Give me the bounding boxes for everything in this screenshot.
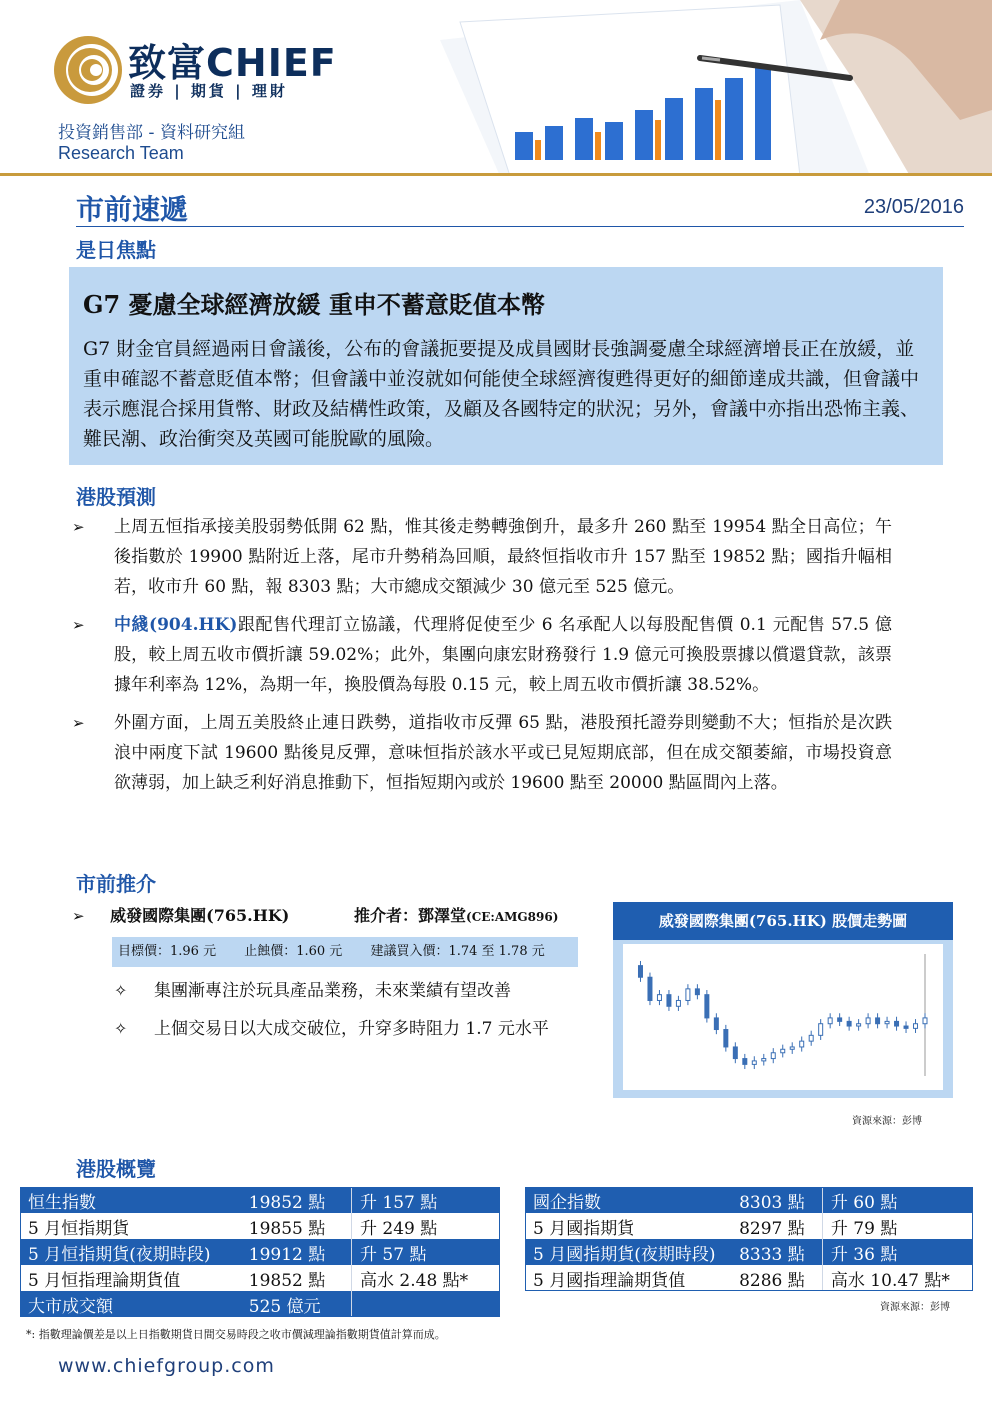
forecast-bullet <box>72 610 892 700</box>
focus-title: G7 憂慮全球經濟放緩 重申不蓄意貶值本幣 <box>83 290 545 319</box>
report-title: 市前速遞 <box>76 193 189 226</box>
price-candle <box>857 1024 861 1026</box>
price-candle <box>923 1018 927 1024</box>
buy-range: 建議買入價：1.74 至 1.78 元 <box>370 944 545 959</box>
title-divider <box>76 226 964 227</box>
forecast-bullets <box>72 512 892 806</box>
diamond-bullet-icon: ✧ <box>114 981 128 1000</box>
overview-label: 5 月國指理論期貨值 <box>525 1265 731 1291</box>
overview-value: 19912 點 <box>241 1239 352 1265</box>
price-candle <box>638 966 642 978</box>
stock-chart-panel <box>613 902 953 1098</box>
referrer-name: 鄧澤堂 <box>418 906 467 925</box>
overview-value: 8286 點 <box>731 1265 822 1291</box>
forecast-bullet-text: 跟配售代理訂立協議，代理將促使至少 6 名承配人以每股配售價 0.1 元配售 57.5 億股，較上周五收市價折讓 59.02%；此外，集團向康宏財務發行 1.9 億元可換股票據以償還貸款，該票據年利率為 12%，為期一年，換股價為每股 0.15 元，較上周五收市價折讓 38.52%。 <box>114 615 892 695</box>
focus-heading: 是日焦點 <box>76 238 156 262</box>
overview-value: 525 億元 <box>241 1291 352 1317</box>
overview-change: 升 157 點 <box>352 1187 500 1213</box>
overview-value: 8333 點 <box>731 1239 822 1265</box>
recommendation-heading: 市前推介 <box>76 872 156 896</box>
forecast-bullet-text: 外圍方面，上周五美股終止連日跌勢，道指收市反彈 65 點，港股預托證券則變動不大；恒指於是次跌浪中兩度下試 19600 點後見反彈，意味恒指於該水平或已見短期底部，但在成交額萎縮，市場投資意欲薄弱，加上缺乏利好消息推動下，恒指短期內或於 19600 點至 20000 點區間內上落。 <box>114 713 892 793</box>
price-candle <box>762 1059 766 1061</box>
price-targets-bar <box>112 937 578 967</box>
target-price: 目標價：1.96 元 <box>118 944 217 959</box>
website-link[interactable]: www.chiefgroup.com <box>58 1355 275 1377</box>
forecast-bullet-stock: 中綫(904.HK) <box>114 615 238 635</box>
price-candle <box>847 1021 851 1026</box>
price-candle <box>686 989 690 1001</box>
chief-logo-icon <box>52 34 124 106</box>
recommendation-point <box>114 976 580 1006</box>
report-date: 23/05/2016 <box>863 196 964 218</box>
overview-label: 5 月恒指期貨(夜期時段) <box>20 1239 241 1265</box>
hsi-table-frame <box>20 1187 500 1317</box>
price-candle <box>648 977 652 1000</box>
price-chart-svg <box>623 944 943 1090</box>
header-divider <box>0 173 992 176</box>
price-candle <box>657 995 661 1001</box>
price-candle <box>667 995 671 1007</box>
header-bar-chart-illustration <box>440 0 992 176</box>
overview-change: 升 36 點 <box>822 1239 973 1265</box>
overview-heading: 港股概覽 <box>76 1157 156 1181</box>
overview-label: 5 月恒指期貨 <box>20 1213 241 1239</box>
overview-label: 5 月國指期貨 <box>525 1213 731 1239</box>
hscei-table-frame <box>525 1187 973 1291</box>
price-candle <box>790 1047 794 1049</box>
price-candle <box>733 1047 737 1059</box>
forecast-bullet-text: 上周五恒指承接美股弱勢低開 62 點，惟其後走勢轉強倒升，最多升 260 點至 19954 點全日高位；午後指數於 19900 點附近上落，尾市升勢稍為回順，最終恒指收市升 157 點至 19852 點；國指升幅相若，收市升 60 點，報 8303 點；大市總成交額減少 30 億元至 525 億元。 <box>114 517 892 597</box>
price-candle <box>676 1000 680 1006</box>
price-candle <box>828 1018 832 1024</box>
arrow-bullet-icon: ➢ <box>72 714 85 732</box>
overview-value: 19855 點 <box>241 1213 352 1239</box>
recommendation-stock-line <box>72 903 289 926</box>
referrer-ce-number: (CE:AMG896) <box>466 910 559 924</box>
price-candle <box>866 1018 870 1024</box>
stop-loss-price: 止蝕價：1.60 元 <box>244 944 343 959</box>
price-candle <box>876 1018 880 1024</box>
forecast-bullet <box>72 512 892 602</box>
overview-change: 升 79 點 <box>822 1213 973 1239</box>
brand-subtitle: 證券 | 期貨 | 理財 <box>130 82 288 100</box>
focus-body: G7 財金官員經過兩日會議後，公布的會議扼要提及成員國財長強調憂慮全球經濟增長正在放緩，並重申確認不蓄意貶值本幣；但會議中並沒就如何能使全球經濟復甦得更好的細節達成共識，但會議中表示應混合採用貨幣、財政及結構性政策，及顧及各國特定的狀況；另外，會議中亦指出恐怖主義、難民潮、政治衝突及英國可能脫歐的風險。 <box>83 338 920 450</box>
price-candle <box>819 1024 823 1036</box>
overview-value: 8297 點 <box>731 1213 822 1239</box>
price-candle <box>809 1035 813 1041</box>
price-candle <box>885 1021 889 1023</box>
recommendation-point-text: 集團漸專注於玩具產品業務，未來業績有望改善 <box>154 981 511 1001</box>
overview-label: 大市成交額 <box>20 1291 241 1317</box>
price-candle <box>800 1041 804 1047</box>
chart-plot-area <box>623 944 943 1090</box>
overview-label: 恒生指數 <box>20 1187 241 1213</box>
price-candle <box>781 1049 785 1052</box>
price-candle <box>743 1059 747 1065</box>
price-candle <box>838 1018 842 1021</box>
price-candle <box>714 1018 718 1030</box>
price-candle <box>771 1053 775 1059</box>
overview-label: 國企指數 <box>525 1187 731 1213</box>
recommendation-referrer <box>354 903 558 926</box>
price-candle <box>705 995 709 1018</box>
brand-name: 致富CHIEF <box>128 41 337 85</box>
forecast-heading: 港股預測 <box>76 485 156 509</box>
recommendation-stock: 威發國際集團(765.HK) <box>110 906 290 925</box>
price-candle <box>895 1021 899 1026</box>
recommendation-point-text: 上個交易日以大成交破位，升穿多時阻力 1.7 元水平 <box>154 1019 549 1039</box>
arrow-bullet-icon: ➢ <box>72 907 85 925</box>
footnote: *: 指數理論價差是以上日指數期貨日間交易時段之收市價減理論指數期貨值計算而成。 <box>26 1328 446 1341</box>
focus-box <box>69 267 943 465</box>
overview-label: 5 月國指期貨(夜期時段) <box>525 1239 731 1265</box>
overview-change: 高水 10.47 點* <box>822 1265 973 1291</box>
department-label: 投資銷售部 - 資料研究組 <box>58 123 245 143</box>
overview-change: 升 57 點 <box>352 1239 500 1265</box>
referrer-label: 推介者： <box>354 906 419 925</box>
report-header <box>0 0 992 176</box>
overview-change: 高水 2.48 點* <box>352 1265 500 1291</box>
price-candle <box>724 1030 728 1047</box>
overview-value: 8303 點 <box>731 1187 822 1213</box>
overview-value: 19852 點 <box>241 1265 352 1291</box>
price-candle <box>914 1024 918 1029</box>
arrow-bullet-icon: ➢ <box>72 616 85 634</box>
chart-title: 威發國際集團(765.HK) 股價走勢圖 <box>613 902 953 940</box>
chart-source: 資源來源：彭博 <box>852 1116 922 1127</box>
recommendation-point <box>114 1014 580 1044</box>
overview-label: 5 月恒指理論期貨值 <box>20 1265 241 1291</box>
price-candle <box>752 1061 756 1064</box>
overview-change: 升 249 點 <box>352 1213 500 1239</box>
forecast-bullet <box>72 708 892 798</box>
overview-change: 升 60 點 <box>822 1187 973 1213</box>
table-source: 資源來源：彭博 <box>880 1302 950 1313</box>
arrow-bullet-icon: ➢ <box>72 518 85 536</box>
price-candle <box>695 989 699 995</box>
team-label: Research Team <box>58 143 184 163</box>
diamond-bullet-icon: ✧ <box>114 1019 128 1038</box>
recommendation-points <box>114 976 580 1052</box>
overview-value: 19852 點 <box>241 1187 352 1213</box>
price-candle <box>904 1026 908 1028</box>
